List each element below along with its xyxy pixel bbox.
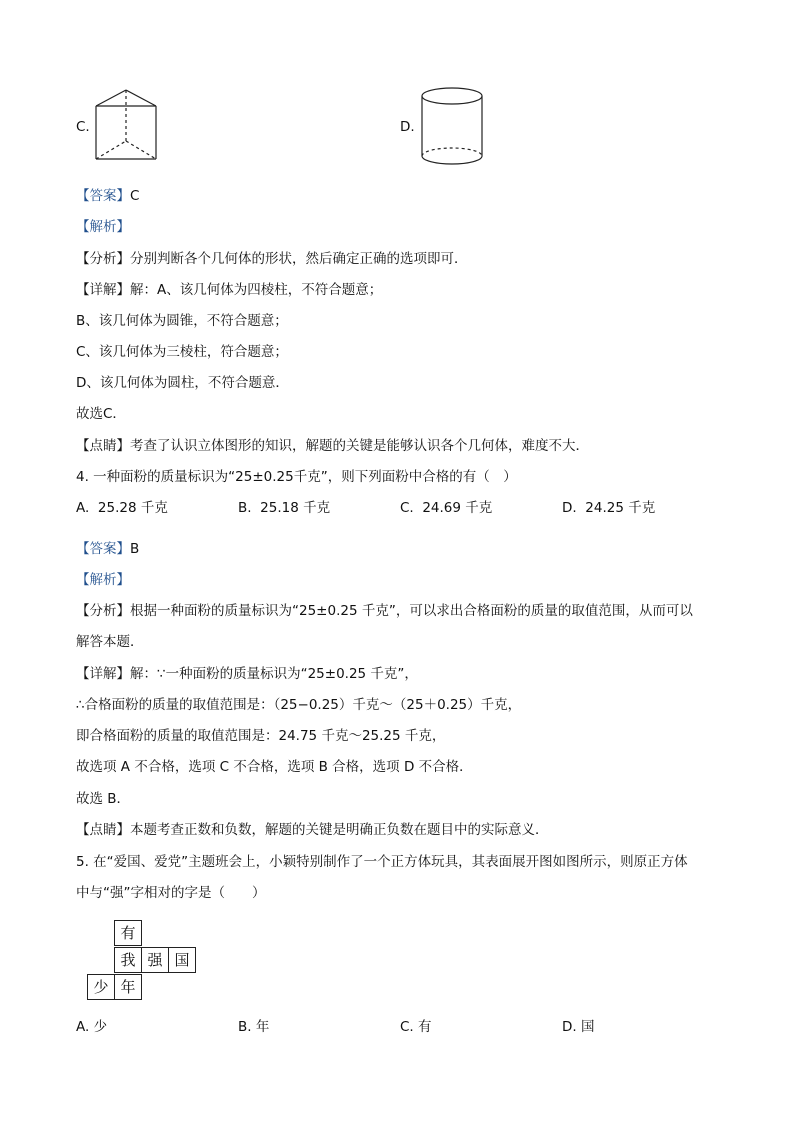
q3-analysis-tag: 【解析】 <box>76 219 130 235</box>
dianjing-text: 本题考查正数和负数，解题的关键是明确正负数在题目中的实际意义． <box>130 822 549 838</box>
option-label: D. <box>562 500 577 516</box>
q3-xiangjie-line <box>76 280 382 300</box>
q4-answer-line <box>76 539 139 559</box>
option-d-label: D. <box>400 119 415 135</box>
option-text: 国 <box>580 1019 595 1035</box>
q4-line-options: 故选项 A 不合格，选项 C 不合格，选项 B 合格，选项 D 不合格． <box>76 759 473 775</box>
fenxi-tag: 【分析】 <box>76 251 130 267</box>
option-label: D. <box>562 1019 577 1035</box>
q5-stem-line2: 中与“强”字相对的字是（ ） <box>76 885 266 901</box>
xiangjie-tag: 【详解】 <box>76 282 130 298</box>
dianjing-tag: 【点睛】 <box>76 822 130 838</box>
net-cell-mid3: 国 <box>168 947 196 973</box>
xiangjie-text: 解：A、该几何体为四棱柱，不符合题意； <box>130 282 383 298</box>
q5-option-b <box>238 1017 269 1037</box>
option-text: 少 <box>93 1019 108 1035</box>
dianjing-tag: 【点睛】 <box>76 438 130 454</box>
option-text: 有 <box>418 1019 432 1035</box>
option-label: A. <box>76 1019 90 1035</box>
q4-option-b <box>238 498 330 518</box>
q4-xiangjie-line <box>76 664 418 684</box>
q4-line-range2: 即合格面粉的质量的取值范围是：24.75 千克～25.25 千克， <box>76 728 446 744</box>
q4-fenxi-line <box>76 601 693 621</box>
fenxi-text: 分别判断各个几何体的形状，然后确定正确的选项即可． <box>130 251 468 267</box>
answer-tag: 【答案】 <box>76 188 130 204</box>
option-text: 25.18 千克 <box>260 500 331 516</box>
net-cell-mid1: 我 <box>114 947 142 973</box>
q3-fenxi-line <box>76 249 468 269</box>
answer-value: B <box>130 541 140 557</box>
q5-option-c <box>400 1017 432 1037</box>
option-text: 24.25 千克 <box>585 500 656 516</box>
option-label: B. <box>238 500 252 516</box>
q5-option-a <box>76 1017 107 1037</box>
q4-line-range: ∴合格面粉的质量的取值范围是：（25−0.25）千克～（25＋0.25）千克， <box>76 697 522 713</box>
option-text: 年 <box>255 1019 270 1035</box>
net-cell-bot2: 年 <box>114 974 142 1000</box>
q4-stem: 4. 一种面粉的质量标识为“25±0.25千克”，则下列面粉中合格的有（ ） <box>76 469 517 485</box>
q4-option-a <box>76 498 168 518</box>
dianjing-text: 考查了认识立体图形的知识，解题的关键是能够认识各个几何体，难度不大． <box>130 438 589 454</box>
option-c-label: C. <box>76 119 90 135</box>
net-cell-mid2: 强 <box>141 947 169 973</box>
triangular-prism-figure <box>94 88 158 163</box>
q3-line-c: C、该几何体为三棱柱，符合题意； <box>76 344 288 360</box>
answer-value: C <box>130 188 140 204</box>
option-label: C. <box>400 1019 414 1035</box>
fenxi-tag: 【分析】 <box>76 603 130 619</box>
net-cell-top: 有 <box>114 920 142 946</box>
xiangjie-tag: 【详解】 <box>76 666 130 682</box>
option-text: 24.69 千克 <box>422 500 493 516</box>
q3-choose: 故选C． <box>76 406 126 422</box>
q3-line-d: D、该几何体为圆柱，不符合题意． <box>76 375 289 391</box>
fenxi-text: 根据一种面粉的质量标识为“25±0.25 千克”，可以求出合格面粉的质量的取值范围，从而可以 <box>130 603 693 619</box>
q4-dianjing-line <box>76 820 549 840</box>
q5-option-d <box>562 1017 594 1037</box>
q4-fenxi-continued: 解答本题． <box>76 634 144 650</box>
net-cell-bot1: 少 <box>87 974 115 1000</box>
option-label: A. <box>76 500 90 516</box>
q3-dianjing-line <box>76 436 589 456</box>
answer-tag: 【答案】 <box>76 541 130 557</box>
q4-analysis-tag: 【解析】 <box>76 572 130 588</box>
option-label: B. <box>238 1019 252 1035</box>
q3-line-b: B、该几何体为圆锥，不符合题意； <box>76 313 288 329</box>
q4-option-c <box>400 498 492 518</box>
option-text: 25.28 千克 <box>97 500 168 516</box>
q4-choose: 故选 B． <box>76 791 131 807</box>
cylinder-figure <box>420 86 484 168</box>
option-label: C. <box>400 500 414 516</box>
xiangjie-text: 解：∵一种面粉的质量标识为“25±0.25 千克”， <box>130 666 418 682</box>
q4-option-d <box>562 498 655 518</box>
q5-stem-line1: 5. 在“爱国、爱党”主题班会上，小颖特别制作了一个正方体玩具，其表面展开图如图所示，则原正方体 <box>76 854 688 870</box>
q3-answer-line <box>76 186 139 206</box>
